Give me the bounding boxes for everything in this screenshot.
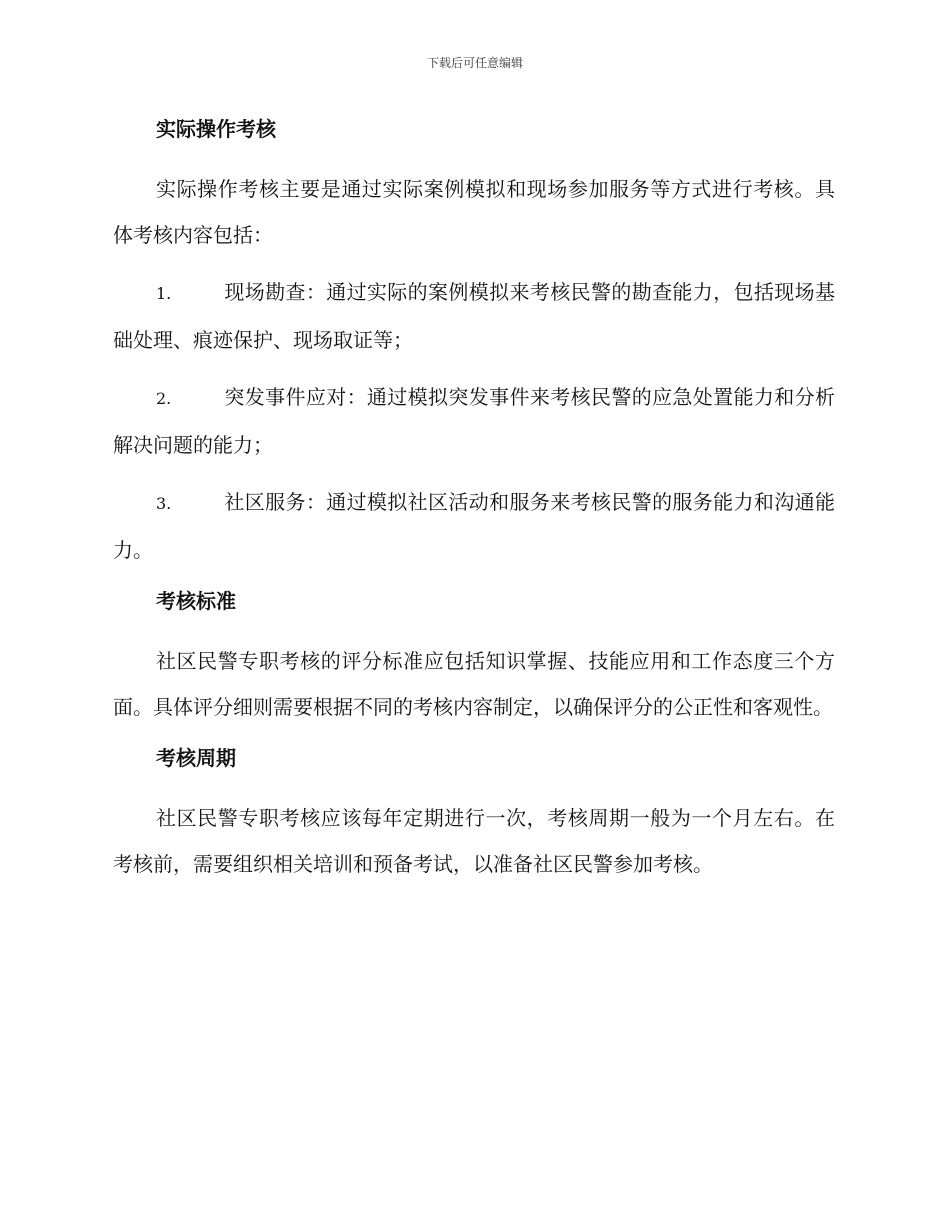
section-intro: 实际操作考核主要是通过实际案例模拟和现场参加服务等方式进行考核。具体考核内容包括：	[113, 177, 835, 247]
section-assessment-standard	[113, 584, 835, 730]
list-item	[113, 479, 835, 573]
list-text: 现场勘查：通过实际的案例模拟来考核民警的勘查能力，包括现场基础处理、痕迹保护、现场取证等；	[113, 280, 835, 352]
section-body: 社区民警专职考核应该每年定期进行一次，考核周期一般为一个月左右。在考核前，需要组织相关培训和预备考试，以准备社区民警参加考核。	[113, 806, 835, 876]
list-item	[113, 269, 835, 363]
section-practical-assessment	[113, 112, 835, 573]
section-heading: 考核标准	[156, 589, 236, 613]
section-heading: 考核周期	[156, 746, 236, 770]
list-text: 突发事件应对：通过模拟突发事件来考核民警的应急处置能力和分析解决问题的能力；	[113, 385, 835, 457]
list-number: 2.	[156, 389, 172, 408]
section-heading: 实际操作考核	[156, 117, 276, 141]
list-number: 1.	[156, 284, 172, 303]
section-body: 社区民警专职考核的评分标准应包括知识掌握、技能应用和工作态度三个方面。具体评分细则需要根据不同的考核内容制定，以确保评分的公正性和客观性。	[113, 649, 835, 719]
document-body	[113, 112, 835, 898]
list-number: 3.	[156, 494, 172, 513]
list-item	[113, 374, 835, 468]
list-text: 社区服务：通过模拟社区活动和服务来考核民警的服务能力和沟通能力。	[113, 490, 835, 562]
header-note: 下载后可任意编辑	[426, 56, 523, 70]
section-assessment-cycle	[113, 741, 835, 887]
